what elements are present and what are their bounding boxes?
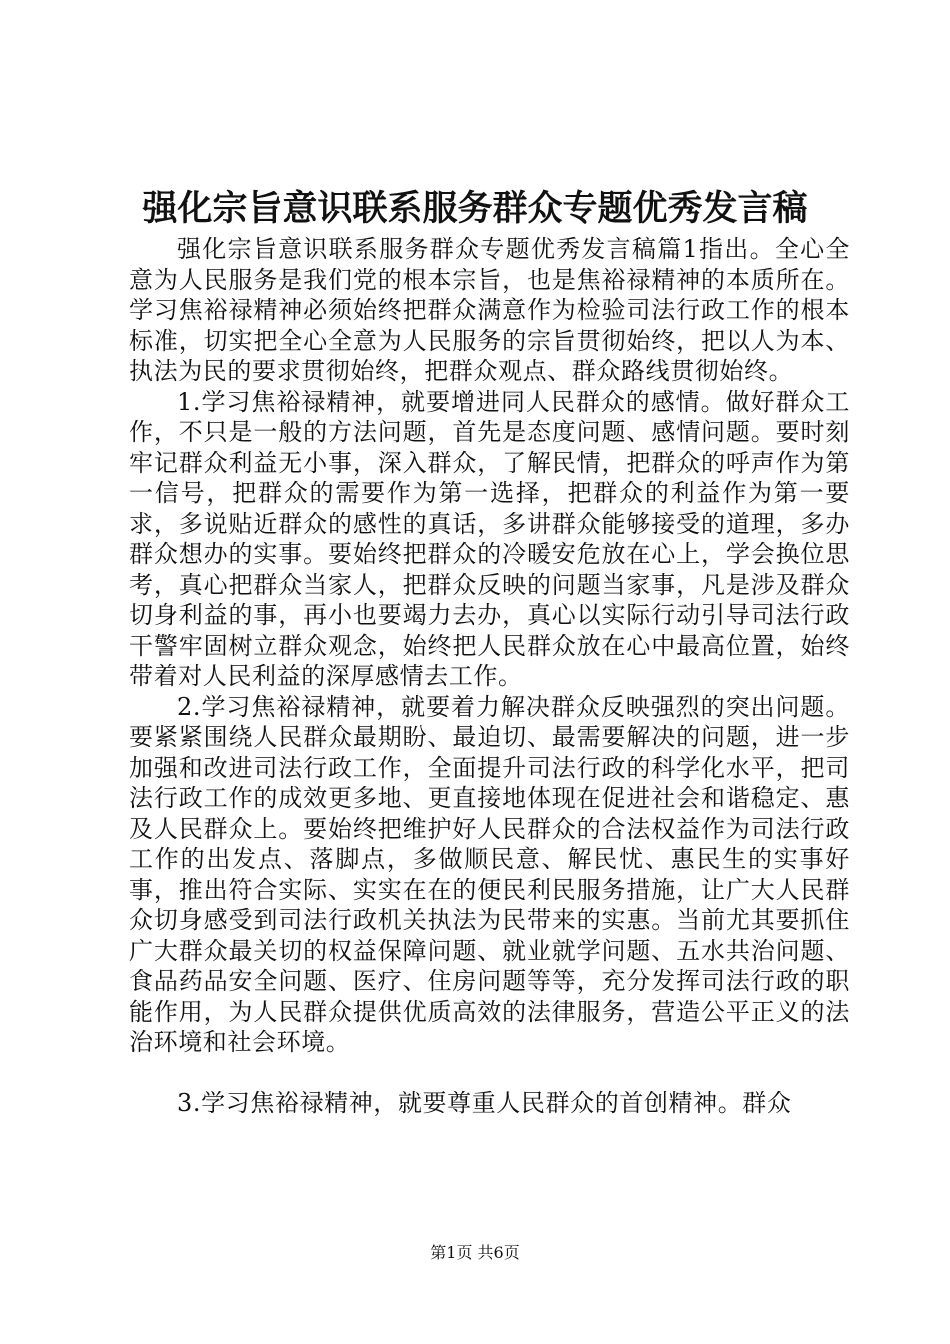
page-number-footer: 第1页 共6页 — [430, 1243, 520, 1262]
paragraph-point-2: 2.学习焦裕禄精神，就要着力解决群众反映强烈的突出问题。要紧紧围绕人民群众最期盼、最迫切、最需要解决的问题，进一步加强和改进司法行政工作，全面提升司法行政的科学化水平，把司法行政工作的成效更多地、更直接地体现在促进社会和谐稳定、惠及人民群众上。要始终把维护好人民群众的合法权益作为司法行政工作的出发点、落脚点，多做顺民意、解民忧、惠民生的实事好事，推出符合实际、实实在在的便民利民服务措施，让广大人民群众切身感受到司法行政机关执法为民带来的实惠。当前尤其要抓住广大群众最关切的权益保障问题、就业就学问题、五水共治问题、食品药品安全问题、医疗、住房问题等等，充分发挥司法行政的职能作用，为人民群众提供优质高效的法律服务，营造公平正义的法治环境和社会环境。 — [129, 692, 850, 1056]
paragraph-point-3: 3.学习焦裕禄精神，就要尊重人民群众的首创精神。群众 — [177, 1088, 792, 1117]
document-title: 强化宗旨意识联系服务群众专题优秀发言稿 — [142, 188, 808, 229]
document-body — [129, 234, 850, 1118]
paragraph-intro: 强化宗旨意识联系服务群众专题优秀发言稿篇1指出。全心全意为人民服务是我们党的根本宗旨，也是焦裕禄精神的本质所在。学习焦裕禄精神必须始终把群众满意作为检验司法行政工作的根本标准，切实把全心全意为人民服务的宗旨贯彻始终，把以人为本、执法为民的要求贯彻始终，把群众观点、群众路线贯彻始终。 — [129, 235, 850, 385]
paragraph-point-1: 1.学习焦裕禄精神，就要增进同人民群众的感情。做好群众工作，不只是一般的方法问题，首先是态度问题、感情问题。要时刻牢记群众利益无小事，深入群众，了解民情，把群众的呼声作为第一信号，把群众的需要作为第一选择，把群众的利益作为第一要求，多说贴近群众的感性的真话，多讲群众能够接受的道理，多办群众想办的实事。要始终把群众的冷暖安危放在心上，学会换位思考，真心把群众当家人，把群众反映的问题当家事，凡是涉及群众切身利益的事，再小也要竭力去办，真心以实际行动引导司法行政干警牢固树立群众观念，始终把人民群众放在心中最高位置，始终带着对人民利益的深厚感情去工作。 — [129, 387, 850, 690]
